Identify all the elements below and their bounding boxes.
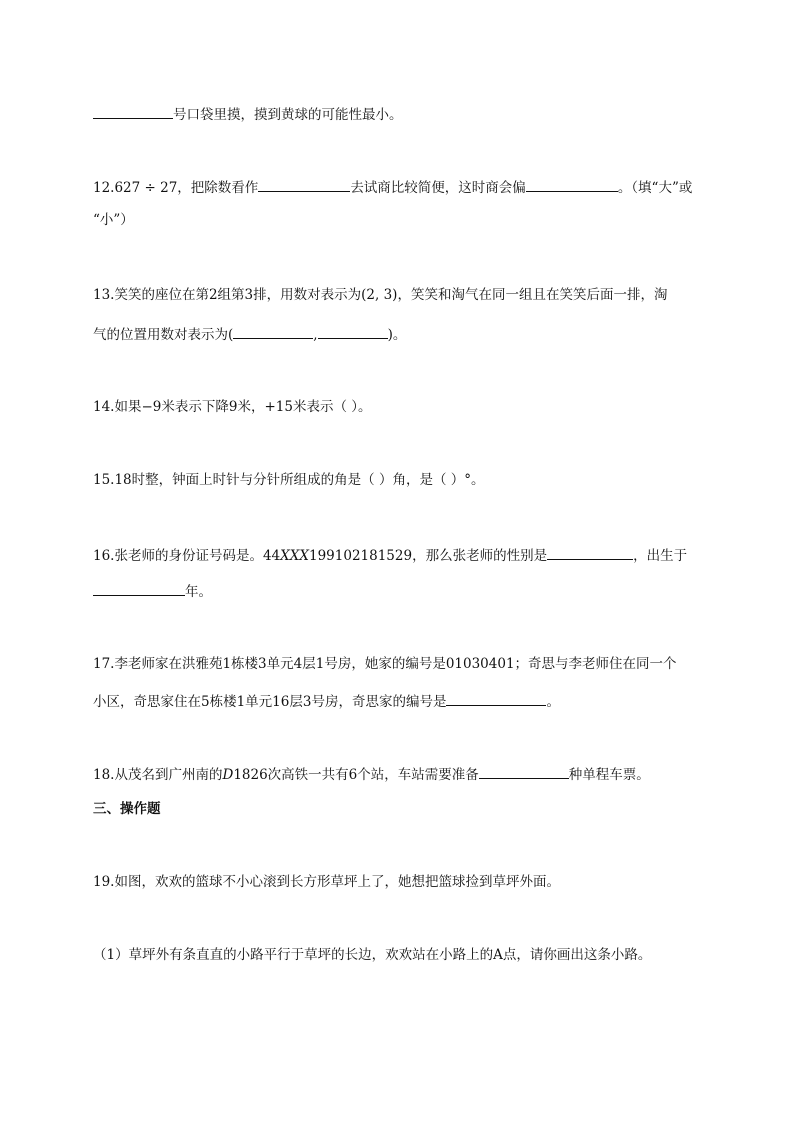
question-16-line-1 — [93, 545, 687, 565]
question-text: XXX — [280, 548, 309, 564]
question-text: 16.张老师的身份证号码是。44 — [93, 548, 281, 564]
question-18 — [93, 764, 650, 784]
answer-blank[interactable] — [93, 581, 185, 596]
question-text: 。 — [546, 694, 560, 710]
answer-blank[interactable] — [526, 177, 618, 192]
question-text: )。 — [387, 327, 407, 343]
question-19 — [93, 873, 560, 891]
question-text: 15.18时整，钟面上时针与分针所组成的角是（ ）角，是（ ）°。 — [93, 472, 485, 488]
answer-blank[interactable] — [258, 177, 350, 192]
question-text: 18.从茂名到广州南的 — [93, 767, 223, 783]
question-text: D — [222, 767, 234, 783]
question-text: 1826次高铁一共有6个站，车站需要准备 — [233, 767, 479, 783]
question-text: 号口袋里摸，摸到黄球的可能性最小。 — [173, 107, 403, 123]
question-text: 年。 — [185, 584, 212, 600]
question-text: 去试商比较简便，这时商会偏 — [350, 180, 526, 196]
question-11-line — [93, 104, 403, 124]
question-text: , — [313, 327, 318, 343]
section-title-text: 三、操作题 — [93, 801, 161, 817]
question-text: （1）草坪外有条直直的小路平行于草坪的长边，欢欢站在小路上的A点，请你画出这条小路。 — [93, 947, 652, 963]
question-text: 种单程车票。 — [568, 767, 650, 783]
answer-blank[interactable] — [446, 691, 546, 706]
answer-blank[interactable] — [233, 324, 313, 339]
question-12-line-1 — [93, 177, 692, 197]
question-13-line-1 — [93, 286, 667, 304]
question-text: “小”） — [93, 212, 134, 228]
question-17-line-1 — [93, 655, 677, 673]
question-text: 小区，奇思家住在5栋楼1单元16层3号房，奇思家的编号是 — [93, 694, 447, 710]
question-15 — [93, 471, 484, 489]
answer-blank[interactable] — [547, 545, 633, 560]
question-13-line-2 — [93, 324, 406, 344]
answer-blank[interactable] — [93, 104, 173, 119]
answer-blank[interactable] — [318, 324, 388, 339]
question-12-line-2 — [93, 211, 134, 229]
answer-blank[interactable] — [479, 764, 569, 779]
question-text: ，出生于 — [633, 548, 688, 564]
question-text: 12.627 ÷ 27，把除数看作 — [93, 180, 259, 196]
question-16-line-2 — [93, 581, 212, 601]
question-text: 。（填“大”或 — [617, 180, 693, 196]
question-text: 19.如图，欢欢的篮球不小心滚到长方形草坪上了，她想把篮球捡到草坪外面。 — [93, 874, 560, 890]
question-text: 199102181529，那么张老师的性别是 — [309, 548, 548, 564]
section-title — [93, 800, 161, 818]
question-19-sub-1 — [93, 946, 651, 964]
question-text: 气的位置用数对表示为( — [93, 327, 234, 343]
question-text: 13.笑笑的座位在第2组第3排，用数对表示为(2, 3)，笑笑和淘气在同一组且在笑笑后面一排，淘 — [93, 287, 668, 303]
question-text: 14.如果−9米表示下降9米，+15米表示（ ）。 — [93, 399, 372, 415]
question-14 — [93, 398, 372, 416]
question-text: 17.李老师家在洪雅苑1栋楼3单元4层1号房，她家的编号是01030401；奇思与李老师住在同一个 — [93, 656, 677, 672]
question-17-line-2 — [93, 691, 560, 711]
